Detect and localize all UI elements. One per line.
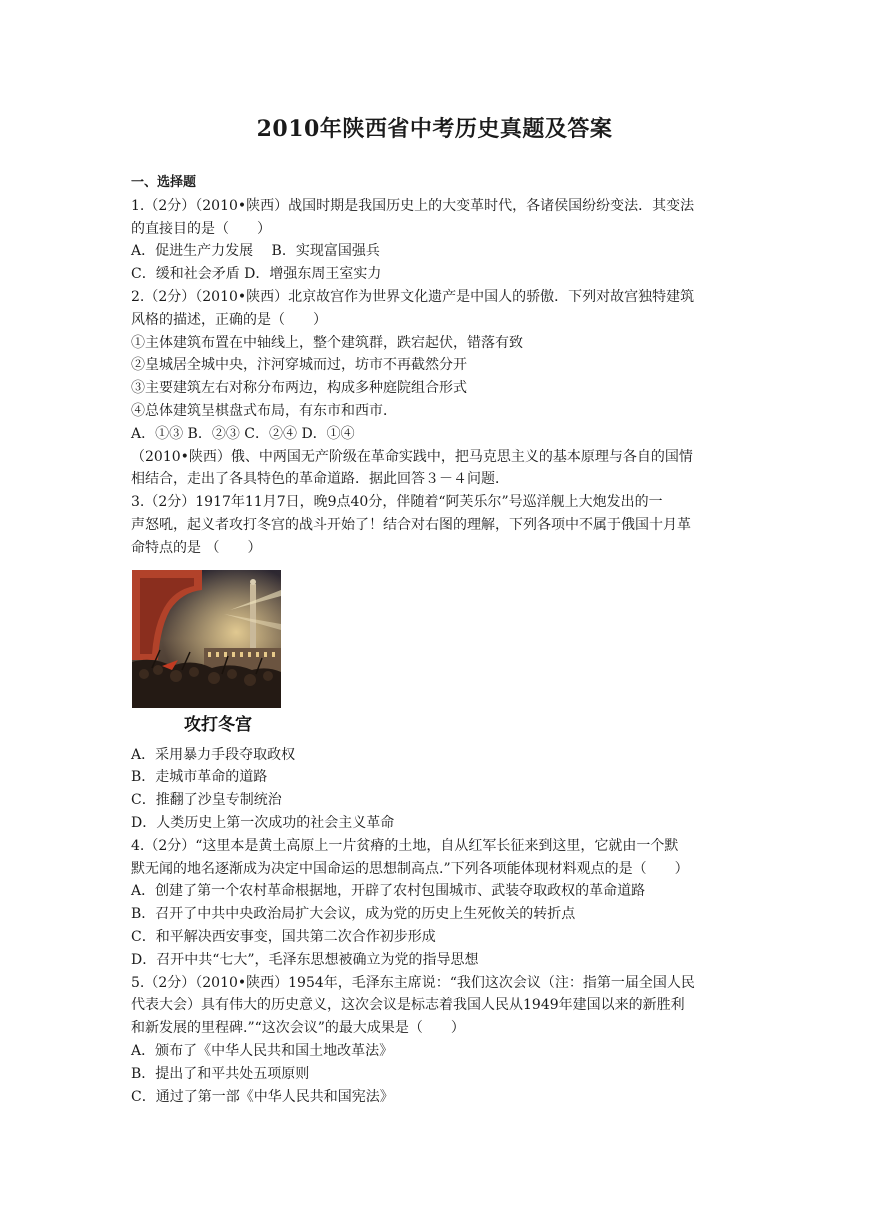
shared-intro-line-1: （2010•陕西）俄、中两国无产阶级在革命实践中，把马克思主义的基本原理与各自的国情 [131,448,693,465]
question-2-item-1: ①主体建筑布置在中轴线上，整个建筑群，跌宕起伏，错落有致 [131,334,523,351]
question-4-stem-line-2: 默无闻的地名逐渐成为决定中国命运的思想制高点.”下列各项能体现材料观点的是（ ） [131,860,689,877]
question-3-stem-line-3: 命特点的是 （ ） [131,539,262,556]
question-5-stem-line-1: 5.（2分）（2010•陕西）1954年，毛泽东主席说：“我们这次会议（注：指第一届全国人民 [131,974,695,991]
question-1-options-cd: C．缓和社会矛盾 D．增强东周王室实力 [131,266,382,283]
question-4 [131,835,741,972]
question-2-options: A．①③ B．②③ C．②④ D．①④ [131,425,355,442]
question-5-option-c: C．通过了第一部《中华人民共和国宪法》 [131,1088,394,1105]
question-2-stem-line-2: 风格的描述，正确的是（ ） [131,311,327,328]
question-4-option-b: B．召开了中共中央政治局扩大会议，成为党的历史上生死攸关的转折点 [131,906,576,923]
question-2-item-2: ②皇城居全城中央，汴河穿城而过，坊市不再截然分开 [131,357,467,374]
question-4-option-d: D．召开中共“七大”，毛泽东思想被确立为党的指导思想 [131,951,479,968]
section-heading: 一、选择题 [131,175,197,190]
question-3-option-c: C．推翻了沙皇专制统治 [131,792,282,809]
painting-illustration [132,570,281,708]
question-5-stem-line-3: 和新发展的里程碑.”“这次会议”的最大成果是（ ） [131,1020,465,1037]
question-5-option-b: B．提出了和平共处五项原则 [131,1065,310,1082]
question-4-option-a: A．创建了第一个农村革命根据地，开辟了农村包围城市、武装夺取政权的革命道路 [131,883,646,900]
question-5-option-a: A．颁布了《中华人民共和国土地改革法》 [131,1042,394,1059]
document-body [131,172,741,1108]
storming-winter-palace-image [132,570,281,740]
question-2-stem-line-1: 2.（2分）（2010•陕西）北京故宫作为世界文化遗产是中国人的骄傲．下列对故宫独特建筑 [131,288,695,305]
question-1-options-ab: A．促进生产力发展 B．实现富国强兵 [131,243,380,260]
image-caption: 攻打冬宫 [184,714,252,735]
page-title: 2010年陕西省中考历史真题及答案 [256,116,613,142]
question-5-stem-line-2: 代表大会）具有伟大的历史意义，这次会议是标志着我国人民从1949年建国以来的新胜利 [131,997,685,1014]
question-1-stem-line-1: 1.（2分）（2010•陕西）战国时期是我国历史上的大变革时代，各诸侯国纷纷变法．其变法 [131,197,695,214]
question-3-option-a: A．采用暴力手段夺取政权 [131,746,296,763]
shared-intro [131,446,741,492]
question-2 [131,286,741,446]
question-2-item-4: ④总体建筑呈棋盘式布局，有东市和西市． [131,402,397,419]
shared-intro-line-2: 相结合，走出了各具特色的革命道路．据此回答３－４问题． [131,471,509,488]
question-2-item-3: ③主要建筑左右对称分布两边，构成多种庭院组合形式 [131,380,467,397]
question-3-option-b: B．走城市革命的道路 [131,769,268,786]
question-3-stem-line-1: 3.（2分）1917年11月7日，晚9点40分，伴随着“阿芙乐尔”号巡洋舰上大炮发出的一 [131,494,663,511]
question-3 [131,491,741,835]
question-3-stem-line-2: 声怒吼，起义者攻打冬宫的战斗开始了！结合对右图的理解，下列各项中不属于俄国十月革 [131,516,691,533]
question-4-stem-line-1: 4.（2分）“这里本是黄土高原上一片贫瘠的土地，自从红军长征来到这里，它就由一个默 [131,837,679,854]
question-4-option-c: C．和平解决西安事变，国共第二次合作初步形成 [131,928,436,945]
question-5 [131,972,741,1109]
question-1 [131,195,741,286]
question-3-option-d: D．人类历史上第一次成功的社会主义革命 [131,814,395,831]
question-1-stem-line-2: 的直接目的是（ ） [131,220,271,237]
